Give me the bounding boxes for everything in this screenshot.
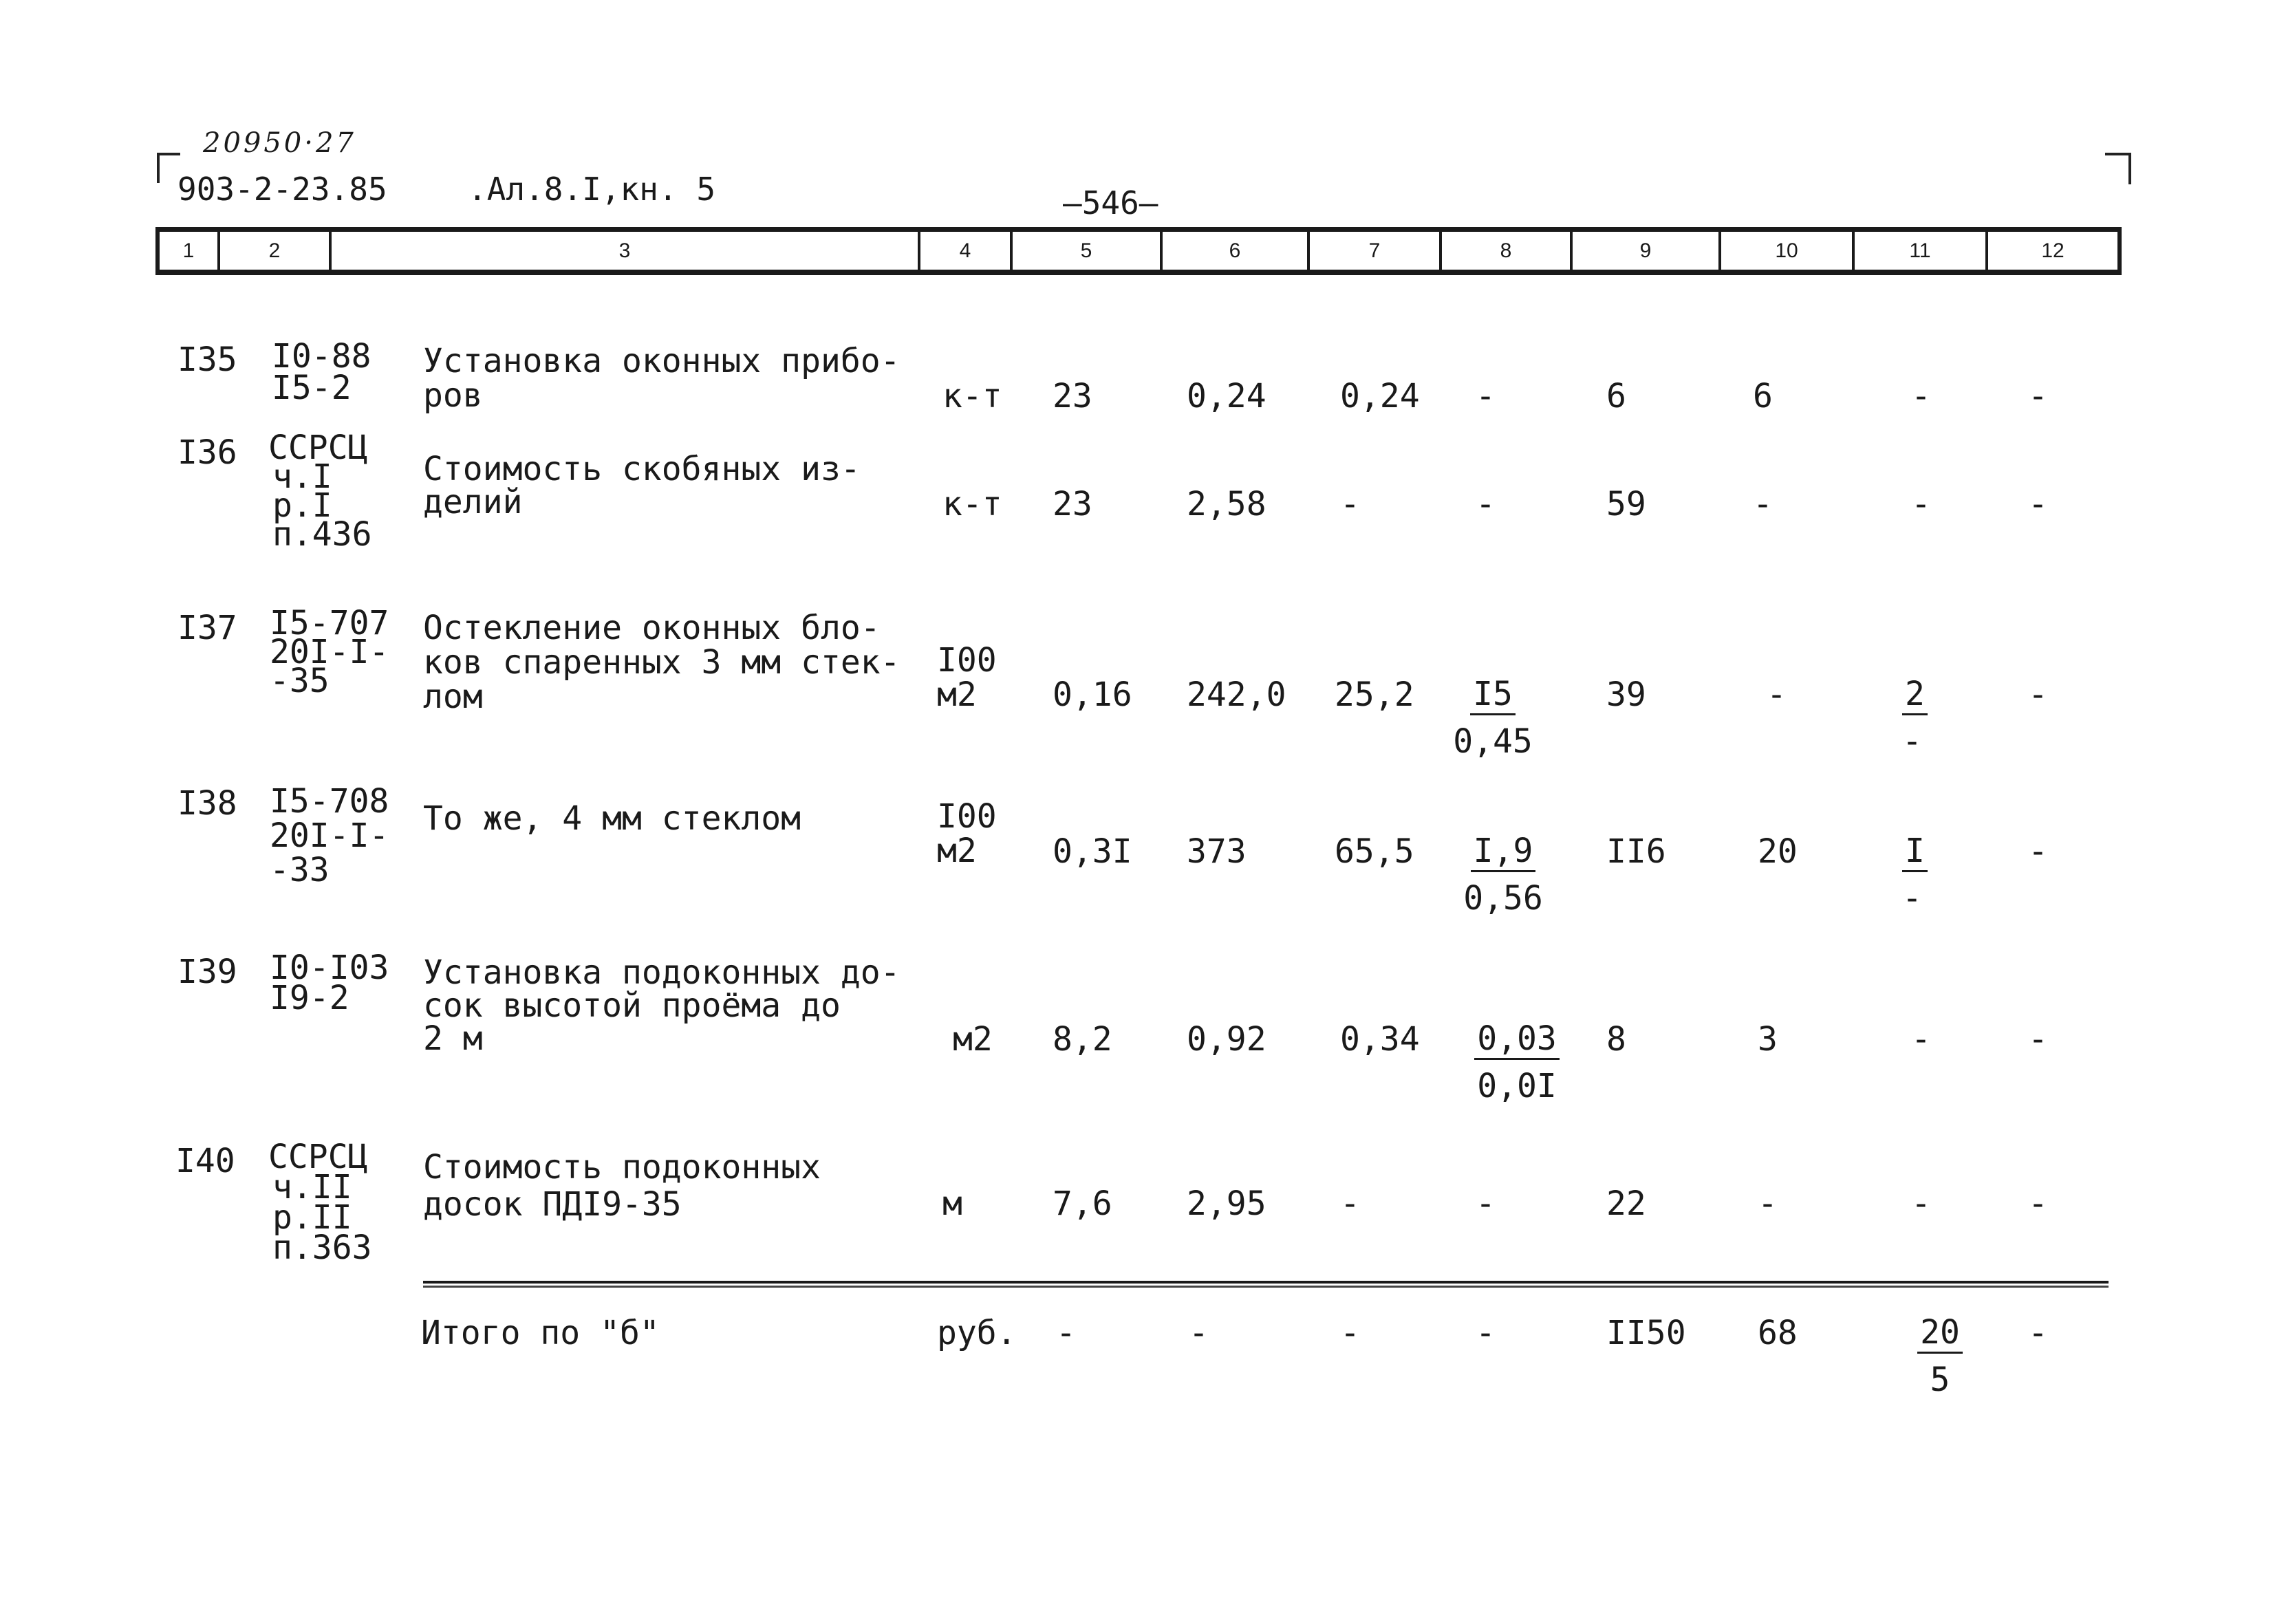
quantity: 23 — [1053, 485, 1092, 523]
machine-unit: - — [1476, 377, 1496, 415]
corner-mark-left — [157, 153, 180, 183]
total-cost: 6 — [1606, 377, 1626, 415]
unit-cost: 0,24 — [1187, 377, 1266, 415]
wage-unit: - — [1340, 485, 1360, 523]
column-12-value: - — [2028, 1184, 2048, 1223]
row-number: I36 — [177, 433, 237, 472]
page-number: —546— — [1063, 184, 1158, 221]
wage-unit: 65,5 — [1335, 832, 1414, 871]
work-name: Установка подоконных до- сок высотой проёма до 2 м — [423, 953, 901, 1058]
machine-unit-fraction: $\frac{I,9}{0,56}$ — [1463, 832, 1543, 918]
work-name: То же, 4 мм стеклом — [423, 799, 801, 838]
column-12-value: - — [2028, 1020, 2048, 1059]
column-header-12: 12 — [2041, 239, 2064, 262]
total-wage: 3 — [1758, 1020, 1778, 1059]
total-machine-fraction: I - — [1902, 834, 1971, 915]
row-number: I35 — [177, 340, 237, 379]
total-machine: - — [1911, 1020, 1931, 1059]
archive-number: 20950·27 — [203, 127, 356, 159]
column-header-2: 2 — [220, 232, 332, 270]
quantity: 7,6 — [1053, 1184, 1112, 1223]
total-quantity: - — [1056, 1314, 1076, 1352]
wage-unit: 0,34 — [1340, 1020, 1420, 1059]
machine-unit: - — [1476, 485, 1496, 523]
unit: к-т — [942, 485, 1002, 523]
column-12-value: - — [2028, 485, 2048, 523]
total-unit-cost: - — [1189, 1314, 1209, 1352]
work-name: Стоимость скобяных из- делий — [423, 450, 861, 521]
total-column-12: - — [2028, 1314, 2048, 1352]
norm-code: ССРСЦ ч.I р.I п.436 — [268, 429, 372, 554]
wage-unit: 25,2 — [1335, 675, 1414, 714]
row-number: I40 — [175, 1142, 235, 1180]
document-code: 903-2-23.85 — [177, 171, 387, 208]
total-label: Итого по "б" — [421, 1314, 660, 1352]
machine-unit-fraction: $\frac{0,03}{0,0I}$ — [1465, 1022, 1568, 1103]
quantity: 0,3I — [1053, 832, 1132, 871]
total-machine: - — [1911, 485, 1931, 523]
machine-unit-fraction: $\frac{I5}{0,45}$ — [1453, 675, 1533, 761]
column-number-bar — [155, 227, 2122, 275]
total-wage-sum: 68 — [1758, 1314, 1798, 1352]
total-wage: - — [1758, 1184, 1778, 1223]
column-header-8: 8 — [1442, 232, 1573, 270]
column-12-value: - — [2028, 832, 2048, 871]
row-number: I37 — [177, 609, 237, 647]
total-machine-unit: - — [1476, 1314, 1496, 1352]
column-header-5: 5 — [1013, 232, 1163, 270]
column-header-10: 10 — [1721, 232, 1855, 270]
work-name: Установка оконных прибо- ров — [423, 342, 901, 415]
total-machine: - — [1911, 377, 1931, 415]
wage-unit: - — [1340, 1184, 1360, 1223]
total-cost: II6 — [1606, 832, 1666, 871]
total-wage: 6 — [1753, 377, 1773, 415]
work-name: Остекление оконных бло- ков спаренных 3 мм стек- лом — [423, 609, 901, 716]
norm-code: ССРСЦ ч.II р.II п.363 — [268, 1138, 372, 1267]
column-12-value: - — [2028, 377, 2048, 415]
total-cost: 59 — [1606, 485, 1646, 523]
row-number: I38 — [177, 784, 237, 823]
total-cost: 8 — [1606, 1020, 1626, 1059]
total-machine-fraction: 2 - — [1902, 678, 1971, 758]
norm-code: I0-I03 I9-2 — [270, 949, 389, 1017]
unit-cost: 373 — [1187, 832, 1247, 871]
row-number: I39 — [177, 953, 237, 991]
column-header-7: 7 — [1310, 232, 1442, 270]
total-machine-fraction: $\frac{20}{5}$ — [1902, 1316, 1978, 1396]
unit: к-т — [942, 377, 1002, 415]
norm-code: I0-88 I5-2 — [272, 337, 371, 407]
unit: м2 — [953, 1020, 993, 1059]
norm-code: I5-708 20I-I- -33 — [270, 782, 389, 889]
quantity: 8,2 — [1053, 1020, 1112, 1059]
total-cost-sum: II50 — [1606, 1314, 1686, 1352]
norm-code: I5-707 20I-I- -35 — [270, 604, 389, 700]
total-cost: 22 — [1606, 1184, 1646, 1223]
quantity: 0,16 — [1053, 675, 1132, 714]
column-header-11: 11 — [1855, 232, 1988, 270]
unit: I00 м2 — [937, 641, 997, 714]
unit-cost: 242,0 — [1187, 675, 1286, 714]
wage-unit: 0,24 — [1340, 377, 1420, 415]
total-wage: 20 — [1758, 832, 1798, 871]
total-unit: руб. — [937, 1314, 1017, 1352]
unit: I00 м2 — [937, 797, 997, 870]
total-wage: - — [1767, 675, 1787, 714]
column-header-3: 3 — [332, 232, 920, 270]
total-cost: 39 — [1606, 675, 1646, 714]
unit: м — [942, 1184, 962, 1223]
column-header-4: 4 — [920, 232, 1013, 270]
column-12-value: - — [2028, 675, 2048, 714]
unit-cost: 0,92 — [1187, 1020, 1266, 1059]
total-wage: - — [1753, 485, 1773, 523]
column-header-6: 6 — [1163, 232, 1310, 270]
quantity: 23 — [1053, 377, 1092, 415]
total-wage-unit: - — [1340, 1314, 1360, 1352]
work-name: Стоимость подоконных досок ПДI9-35 — [423, 1148, 821, 1224]
column-header-9: 9 — [1573, 232, 1721, 270]
machine-unit: - — [1476, 1184, 1496, 1223]
unit-cost: 2,58 — [1187, 485, 1266, 523]
total-separator-line — [423, 1281, 2109, 1288]
album-reference: .Ал.8.I,кн. 5 — [468, 171, 716, 208]
total-machine: - — [1911, 1184, 1931, 1223]
unit-cost: 2,95 — [1187, 1184, 1266, 1223]
corner-mark-right — [2105, 153, 2131, 184]
column-header-1: 1 — [160, 232, 220, 270]
